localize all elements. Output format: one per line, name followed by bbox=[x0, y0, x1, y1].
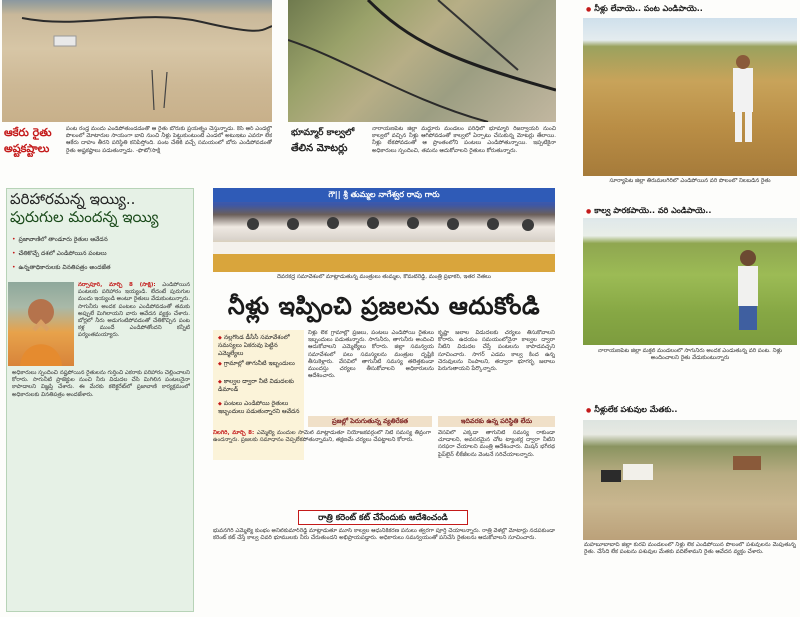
top-left-body: పంట రంధ్ర మందు ఎండిపోతుండడంతో ఆ రైతు బోరుకు ప్రయత్నం చేస్తున్నాడు. కేసీ ఆర్ ఎండల్లో పొలంలో మోటారుల సాయంగా బావి నుంచి నీళ్లు పెట్టుకుంటుంటే ఎండలో అటుఇటు ఎవరూ లేక ఆకేరు దాహం తీరని పరిస్థితి కనిపిస్తోంది. పంట చేతికి వచ్చే సమయంలో బోరు ఎండిపోవడంతో రైతు అష్టకష్టాలు పడుతున్నాడు. -ఫొటో/సాక్షి bbox=[66, 126, 272, 154]
callout-item-2: ◆ గ్రామాల్లో తాగునీటి ఇబ్బందులు bbox=[218, 360, 302, 368]
meeting-banner: గౌ|| శ్రీ తుమ్మల నాగేశ్వర రావు గారు bbox=[213, 188, 555, 202]
right-caption-2: నారాయణపేట జిల్లా మక్తల్ మండలంలో సాగునీరు అందక ఎండుతున్న వరి పంట. నీళ్లు అందించాలని రైతు వేడుకుంటున్నారు bbox=[597, 348, 783, 361]
left-headline bbox=[10, 190, 192, 226]
elder-farmer-illustration bbox=[583, 218, 797, 345]
left-bullet-1: • ప్రజావాణిలో తాండూరు రైతుల ఆవేదన bbox=[12, 236, 108, 244]
main-subhead-1: ప్రజల్లో పెరుగుతున్న వ్యతిరేకత bbox=[308, 416, 432, 427]
pipes-illustration bbox=[288, 0, 556, 122]
canal-motor-photo bbox=[288, 0, 556, 122]
paddy-field-photo bbox=[583, 218, 797, 345]
dry-field-photo bbox=[2, 0, 272, 122]
dry-paddy-photo bbox=[583, 18, 797, 176]
main-dateline: నీలగిరి, మార్చి 8: bbox=[213, 430, 255, 436]
callout-item-4: ◆ పంటలు ఎండిపోయి రైతులు ఇబ్బందులు పడుతున్నారని ఆవేదన bbox=[218, 400, 302, 416]
top-left-headline-2: అష్టకష్టాలు bbox=[4, 142, 50, 155]
left-body-intro bbox=[78, 282, 190, 368]
pipe-illustration bbox=[2, 0, 272, 122]
callout-item-3: ◆ కాల్వల ద్వారా నీటి విడుదలకు డిమాండ్ bbox=[218, 378, 302, 394]
boxed-subhead bbox=[298, 510, 468, 525]
main-body-4: వేసవిలో ఎక్కడా తాగునీటి సమస్య రాకుండా చూడాలని, అవసరమైన చోట ట్యాంకర్ల ద్వారా నీటిని సరఫరా చేయాలని మంత్రి ఆదేశించారు. మిషన్ భగీరథ పైప్‌లైన్ లీకేజీలను వెంటనే సరిచేయాలన్నారు. bbox=[438, 430, 555, 458]
meeting-caption: దేవరకద్ర సమావేశంలో మాట్లాడుతున్న మంత్రులు తుమ్మల, కోమటిరెడ్డి, మంత్రి ప్రభాకర్, ఇతర నేతలు bbox=[277, 274, 491, 280]
farmer-illustration bbox=[583, 18, 797, 176]
main-body-3: ఎమ్మెల్యే మందుల సామేల్ మాట్లాడుతూ నియోజకవర్గంలో నీటి సమస్య తీవ్రంగా ఉందన్నారు. ప్రజలకు సమాధానం చెప్పలేకపోతున్నామని, తక్షణమే చర్యలు చేపట్టాలని కోరారు. bbox=[213, 430, 431, 444]
main-body-5: భువనగిరి ఎమ్మెల్యే కుంభం అనిల్‌కుమార్‌రెడ్డి మాట్లాడుతూ మూసీ కాల్వల ఆధునికీకరణ పనులు త్వరగా పూర్తి చేయాలన్నారు. రాత్రి వేళల్లో మోటార్లు నడపకుండా కరెంట్ కట్ చేస్తే కాల్వ చివరి భూములకు నీరు చేరుతుందని అభిప్రాయపడ్డారు. అధికారులు సమన్వయంతో పనిచేసి రైతులను ఆదుకోవాలని సూచించారు. bbox=[213, 528, 555, 612]
boxed-subhead-text: రాత్రి కరెంట్ కట్ చేసేందుకు ఆదేశించండి bbox=[318, 513, 448, 523]
right-caption-3: మహబూబాబాద్ జిల్లా కురవి మండలంలో నీళ్లు లేక ఎండిపోయిన పొలంలో పశువులను మేపుతున్న రైతు. చేసేది లేక పంటను పశువుల మేతకు వదిలేశామని రైతు ఆవేదన వ్యక్తం చేశారు. bbox=[584, 542, 796, 556]
right-caption-1: సూర్యాపేట జిల్లా తిరుమలగిరిలో ఎండిపోయిన వరి పొలంలో నిలబడిన రైతు bbox=[609, 178, 771, 184]
left-bullet-3: • ఉన్నతాధికారులకు వినతిపత్రం అందజేత bbox=[12, 264, 111, 272]
left-dateline: నర్సాపూర్, మార్చి 8 (సాక్షి): bbox=[78, 282, 156, 288]
main-headline: నీళ్లు ఇప్పించి ప్రజలను ఆదుకోండి bbox=[227, 292, 541, 320]
right-title-3: ● నీళ్లులేక పశువుల మేతకు.. bbox=[586, 405, 677, 416]
right-title-1: ● నీళ్లు లేవాయె.. పంట ఎండిపాయె.. bbox=[586, 4, 703, 15]
meeting-photo bbox=[213, 190, 555, 272]
cattle-grazing-photo bbox=[583, 420, 797, 540]
left-headline-line-1: పరిహారమన్న ఇయ్యి.. bbox=[10, 190, 136, 208]
protesting-woman-photo bbox=[8, 282, 74, 366]
woman-illustration bbox=[8, 282, 74, 366]
main-body-2: కృష్ణా జలాల విడుదలకు చర్యలు తీసుకోవాలని కోరారు. ఉదయం సమయంలోనైనా కాల్వల ద్వారా నీటిని విడుదల చేస్తే పంటలను కాపాడవచ్చని సూచించారు. సాగర్ ఎడమ కాల్వ కింద ఉన్న చెరువులను నింపాలని, తద్వారా భూగర్భ జలాలు పెరుగుతాయని పేర్కొన్నారు. bbox=[438, 330, 555, 373]
left-body-1: ఎండిపోయిన పంటలకు పరిహారం ఇయ్యండి. లేదంటే పురుగుల మందు ఇయ్యండి అంటూ రైతులు వేడుకుంటున్నారు. సాగునీరు అందక పంటలు ఎండిపోవడంతో తమకు అప్పులే మిగిలాయని వారు ఆవేదన వ్యక్తం చేశారు. బోర్లలో నీరు అడుగంటిపోవడంతో చేతికొచ్చిన పంట కళ్ల ముందే ఎండిపోతోందని కన్నీటి పర్యంతమయ్యారు. bbox=[78, 282, 190, 339]
main-body-dateline-block bbox=[213, 430, 431, 508]
callout-item-1: ◆ నల్లగొండ డీసీసీ సమావేశంలో సమస్యలు ఏకరువు పెట్టిన ఎమ్మెల్యేలు bbox=[218, 334, 302, 358]
top-left-headline-1: ఆకేరు రైతు bbox=[4, 126, 52, 139]
left-body-2: అధికారులు స్పందించి నష్టపోయిన రైతులను గుర్తించి ఎకరాకు పరిహారం చెల్లించాలని కోరారు. సాగునీటి ప్రాజెక్టుల నుంచి నీరు విడుదల చేసి మిగిలిన పంటలనైనా కాపాడాలని విజ్ఞప్తి చేశారు. ఈ మేరకు కలెక్టరేట్‌లో ప్రజావాణి కార్యక్రమంలో అధికారులకు వినతిపత్రం అందజేశారు. bbox=[12, 370, 190, 398]
top-mid-headline-2: తేలిన మోటర్లు bbox=[291, 143, 348, 154]
top-mid-body: నారాయణపేట జిల్లా మద్దూరు మండలం పరిధిలో భూమ్మార్ రిజర్వాయర్ నుంచి కాల్వలో వచ్చిన నీళ్లు ఆగిపోవడంతో కాల్వలో ఏర్పాటు చేసుకున్న మోటర్లు తేలాయి. నీళ్లు లేకపోవడంతో ఆ ప్రాంతంలోని పంటలు ఎండిపోతున్నాయి. ఇప్పటికైనా అధికారులు స్పందించి, తమను ఆదుకోవాలని రైతులు కోరుతున్నారు. bbox=[372, 126, 556, 154]
people-illustration bbox=[213, 190, 555, 272]
left-bullet-2: • చేతికొచ్చే దశలో ఎండిపోయిన పంటలు bbox=[12, 250, 107, 258]
left-headline-line-2: పురుగుల మందన్న ఇయ్యి bbox=[10, 208, 159, 226]
top-mid-headline-1: భూమ్మార్ కాల్వలో bbox=[291, 128, 355, 138]
right-title-2: ● కాల్వ పారకపాయె.. వరి ఎండిపాయె.. bbox=[586, 206, 711, 217]
main-body-1: నీళ్లు లేక గ్రామాల్లో ప్రజలు, పంటలు ఎండిపోయి రైతులు ఇబ్బందులు పడుతున్నారు. సాగునీరు, తాగునీరు అందించి ఆదుకోవాలని ఎమ్మెల్యేలు కోరారు. జిల్లా సమన్వయ సమావేశంలో పలు సమస్యలను మంత్రుల దృష్టికి తీసుకెళ్లారు. వేసవిలో తాగునీటి సమస్య తలెత్తకుండా ముందస్తు చర్యలు తీసుకోవాలని అధికారులను ఆదేశించారు. bbox=[308, 330, 434, 380]
cattle-illustration bbox=[583, 420, 797, 540]
main-subhead-2: ఇదివరకు ఉన్న పరిస్థితి లేదు bbox=[438, 416, 555, 427]
